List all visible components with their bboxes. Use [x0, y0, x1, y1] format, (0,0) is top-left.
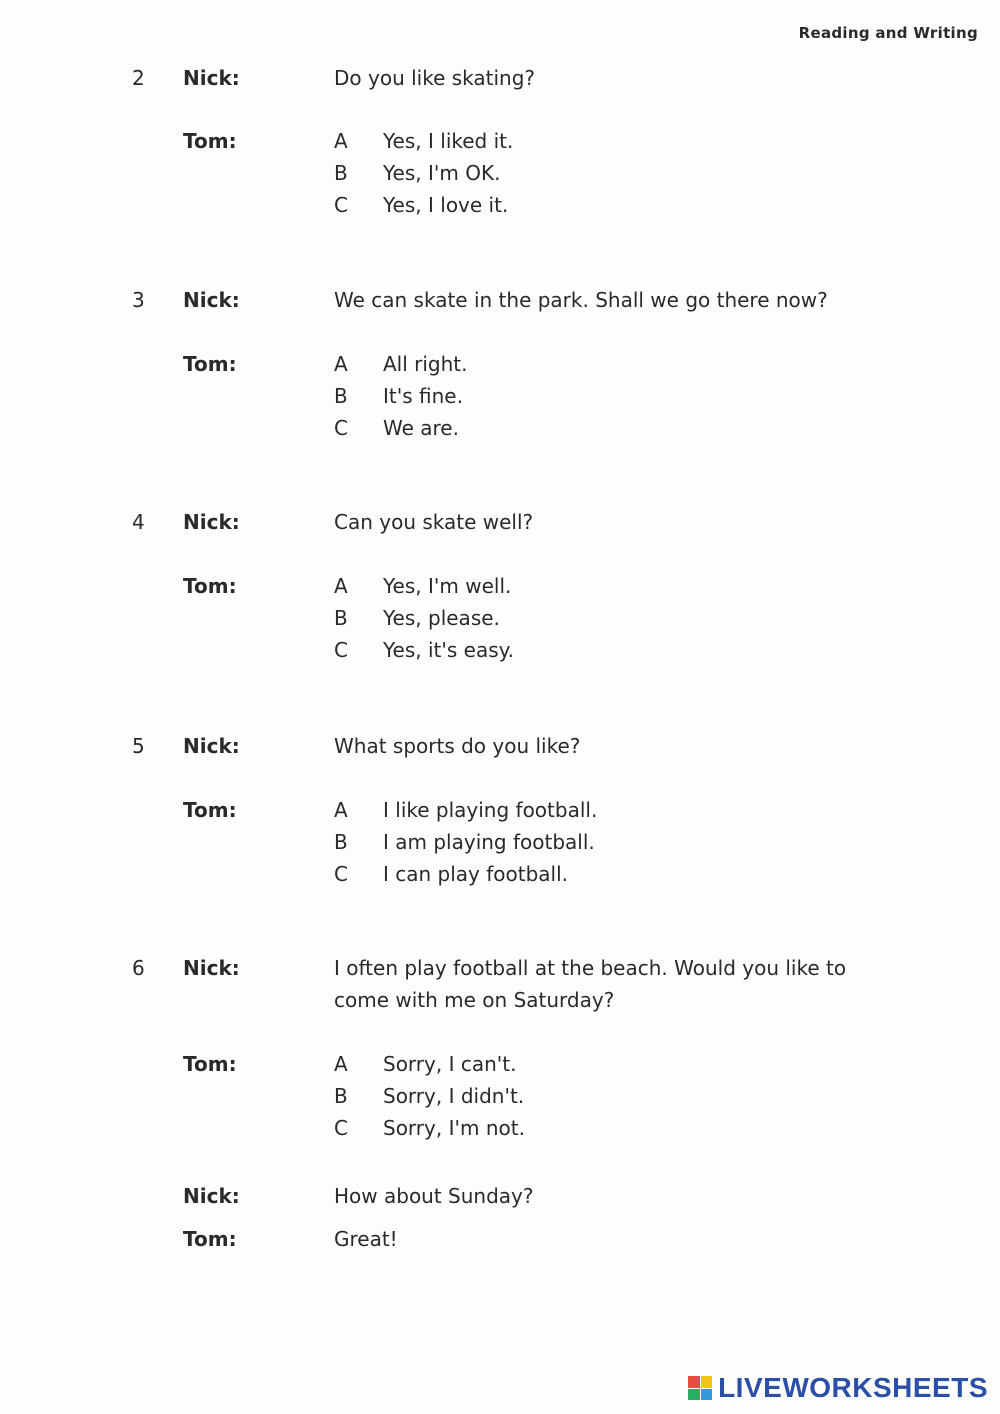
- liveworksheets-logo-icon: [688, 1376, 712, 1400]
- option-text: Yes, please.: [383, 606, 500, 630]
- prompt-text: I often play football at the beach. Would you like to: [334, 956, 847, 980]
- option-letter: A: [334, 129, 348, 153]
- option-text: We are.: [383, 416, 459, 440]
- option-text: I like playing football.: [383, 798, 598, 822]
- speaker-label: Tom:: [183, 574, 237, 598]
- option-letter: C: [334, 862, 348, 886]
- option-text: Yes, I liked it.: [383, 129, 514, 153]
- option-letter: B: [334, 1084, 348, 1108]
- option-text: Sorry, I'm not.: [383, 1116, 525, 1140]
- option-letter: C: [334, 638, 348, 662]
- prompt-text: We can skate in the park. Shall we go there now?: [334, 288, 828, 312]
- speaker-label: Nick:: [183, 956, 240, 980]
- option-letter: A: [334, 798, 348, 822]
- speaker-label: Nick:: [183, 510, 240, 534]
- page-header: Reading and Writing: [798, 24, 978, 42]
- question-number: 4: [132, 510, 145, 534]
- option-text: I can play football.: [383, 862, 569, 886]
- option-text: I am playing football.: [383, 830, 595, 854]
- option-letter: B: [334, 830, 348, 854]
- option-text: Yes, I'm OK.: [383, 161, 501, 185]
- option-text: It's fine.: [383, 384, 463, 408]
- option-text: Sorry, I didn't.: [383, 1084, 525, 1108]
- option-letter: C: [334, 416, 348, 440]
- dialogue-text: Great!: [334, 1227, 398, 1251]
- speaker-label: Tom:: [183, 352, 237, 376]
- prompt-text: come with me on Saturday?: [334, 988, 615, 1012]
- option-letter: A: [334, 1052, 348, 1076]
- speaker-label: Nick:: [183, 734, 240, 758]
- option-letter: B: [334, 161, 348, 185]
- question-number: 2: [132, 66, 145, 90]
- option-letter: A: [334, 352, 348, 376]
- speaker-label: Tom:: [183, 129, 237, 153]
- dialogue-text: How about Sunday?: [334, 1184, 534, 1208]
- option-letter: B: [334, 384, 348, 408]
- speaker-label: Nick:: [183, 288, 240, 312]
- question-number: 5: [132, 734, 145, 758]
- option-text: Yes, I love it.: [383, 193, 509, 217]
- speaker-label: Nick:: [183, 1184, 240, 1208]
- option-text: Sorry, I can't.: [383, 1052, 517, 1076]
- liveworksheets-watermark: [688, 1372, 988, 1404]
- prompt-text: Do you like skating?: [334, 66, 536, 90]
- brand-name: LIVEWORKSHEETS: [718, 1372, 988, 1403]
- question-number: 3: [132, 288, 145, 312]
- option-text: All right.: [383, 352, 468, 376]
- option-text: Yes, it's easy.: [383, 638, 514, 662]
- prompt-text: Can you skate well?: [334, 510, 534, 534]
- prompt-text: What sports do you like?: [334, 734, 581, 758]
- question-number: 6: [132, 956, 145, 980]
- option-letter: C: [334, 193, 348, 217]
- speaker-label: Nick:: [183, 66, 240, 90]
- speaker-label: Tom:: [183, 1227, 237, 1251]
- option-letter: B: [334, 606, 348, 630]
- option-letter: C: [334, 1116, 348, 1140]
- option-text: Yes, I'm well.: [383, 574, 512, 598]
- option-letter: A: [334, 574, 348, 598]
- speaker-label: Tom:: [183, 798, 237, 822]
- speaker-label: Tom:: [183, 1052, 237, 1076]
